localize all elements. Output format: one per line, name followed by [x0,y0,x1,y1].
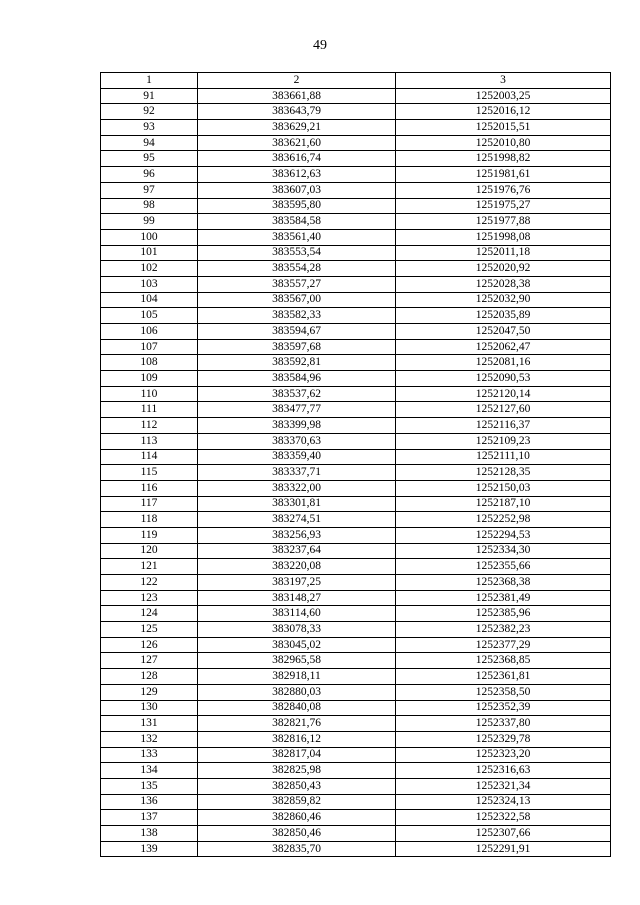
point-number-cell: 128 [101,669,198,685]
y-coordinate-cell: 1252109,23 [396,433,611,449]
table-row [101,559,611,575]
x-coordinate-cell: 382817,04 [198,747,396,763]
x-coordinate-cell: 383477,77 [198,402,396,418]
y-coordinate-cell: 1252352,39 [396,700,611,716]
point-number-cell: 115 [101,465,198,481]
table-row [101,731,611,747]
x-coordinate-cell: 383554,28 [198,261,396,277]
table-row [101,637,611,653]
point-number-cell: 110 [101,386,198,402]
table-row [101,324,611,340]
x-coordinate-cell: 382825,98 [198,763,396,779]
table-row [101,135,611,151]
table-row [101,276,611,292]
point-number-cell: 116 [101,480,198,496]
point-number-cell: 137 [101,810,198,826]
x-coordinate-cell: 383537,62 [198,386,396,402]
point-number-cell: 136 [101,794,198,810]
y-coordinate-cell: 1251977,88 [396,214,611,230]
point-number-cell: 127 [101,653,198,669]
y-coordinate-cell: 1252307,66 [396,826,611,842]
table-row [101,826,611,842]
y-coordinate-cell: 1252316,63 [396,763,611,779]
x-coordinate-cell: 383643,79 [198,104,396,120]
header-cell-2: 2 [198,73,396,89]
x-coordinate-cell: 382850,46 [198,826,396,842]
y-coordinate-cell: 1252020,92 [396,261,611,277]
table-row [101,763,611,779]
y-coordinate-cell: 1252127,60 [396,402,611,418]
x-coordinate-cell: 383584,58 [198,214,396,230]
table-row [101,104,611,120]
x-coordinate-cell: 383197,25 [198,575,396,591]
y-coordinate-cell: 1252324,13 [396,794,611,810]
point-number-cell: 131 [101,716,198,732]
x-coordinate-cell: 383399,98 [198,418,396,434]
x-coordinate-cell: 383274,51 [198,512,396,528]
point-number-cell: 117 [101,496,198,512]
x-coordinate-cell: 383621,60 [198,135,396,151]
point-number-cell: 103 [101,276,198,292]
table-row [101,669,611,685]
y-coordinate-cell: 1252016,12 [396,104,611,120]
point-number-cell: 139 [101,841,198,857]
point-number-cell: 118 [101,512,198,528]
point-number-cell: 109 [101,371,198,387]
point-number-cell: 112 [101,418,198,434]
x-coordinate-cell: 382835,70 [198,841,396,857]
point-number-cell: 135 [101,778,198,794]
point-number-cell: 132 [101,731,198,747]
y-coordinate-cell: 1252361,81 [396,669,611,685]
point-number-cell: 107 [101,339,198,355]
coordinates-table [100,72,611,857]
x-coordinate-cell: 383567,00 [198,292,396,308]
x-coordinate-cell: 383616,74 [198,151,396,167]
y-coordinate-cell: 1252252,98 [396,512,611,528]
point-number-cell: 108 [101,355,198,371]
point-number-cell: 101 [101,245,198,261]
point-number-cell: 102 [101,261,198,277]
table-row [101,433,611,449]
table-row [101,245,611,261]
x-coordinate-cell: 383584,96 [198,371,396,387]
y-coordinate-cell: 1252116,37 [396,418,611,434]
y-coordinate-cell: 1252028,38 [396,276,611,292]
table-row [101,167,611,183]
y-coordinate-cell: 1252381,49 [396,590,611,606]
point-number-cell: 121 [101,559,198,575]
point-number-cell: 99 [101,214,198,230]
table-row [101,590,611,606]
table-row [101,700,611,716]
x-coordinate-cell: 383114,60 [198,606,396,622]
y-coordinate-cell: 1252062,47 [396,339,611,355]
table-row [101,198,611,214]
y-coordinate-cell: 1252323,20 [396,747,611,763]
point-number-cell: 104 [101,292,198,308]
point-number-cell: 98 [101,198,198,214]
table-row [101,810,611,826]
y-coordinate-cell: 1252187,10 [396,496,611,512]
y-coordinate-cell: 1252011,18 [396,245,611,261]
table-body [101,88,611,857]
table-row [101,386,611,402]
x-coordinate-cell: 382965,58 [198,653,396,669]
table-row [101,292,611,308]
table-row [101,355,611,371]
y-coordinate-cell: 1252294,53 [396,527,611,543]
y-coordinate-cell: 1252047,50 [396,324,611,340]
point-number-cell: 138 [101,826,198,842]
table-row [101,465,611,481]
y-coordinate-cell: 1252382,23 [396,622,611,638]
y-coordinate-cell: 1252321,34 [396,778,611,794]
y-coordinate-cell: 1252015,51 [396,120,611,136]
point-number-cell: 100 [101,229,198,245]
x-coordinate-cell: 383220,08 [198,559,396,575]
x-coordinate-cell: 383237,64 [198,543,396,559]
y-coordinate-cell: 1252150,03 [396,480,611,496]
x-coordinate-cell: 383594,67 [198,324,396,340]
x-coordinate-cell: 382821,76 [198,716,396,732]
point-number-cell: 125 [101,622,198,638]
x-coordinate-cell: 383078,33 [198,622,396,638]
y-coordinate-cell: 1252111,10 [396,449,611,465]
table-row [101,716,611,732]
header-cell-1: 1 [101,73,198,89]
y-coordinate-cell: 1252355,66 [396,559,611,575]
point-number-cell: 105 [101,308,198,324]
y-coordinate-cell: 1252291,91 [396,841,611,857]
x-coordinate-cell: 383148,27 [198,590,396,606]
header-cell-3: 3 [396,73,611,89]
y-coordinate-cell: 1252322,58 [396,810,611,826]
y-coordinate-cell: 1252081,16 [396,355,611,371]
y-coordinate-cell: 1251998,82 [396,151,611,167]
table-row [101,308,611,324]
y-coordinate-cell: 1252035,89 [396,308,611,324]
x-coordinate-cell: 382840,08 [198,700,396,716]
y-coordinate-cell: 1251981,61 [396,167,611,183]
table-row [101,182,611,198]
table-row [101,575,611,591]
point-number-cell: 92 [101,104,198,120]
point-number-cell: 119 [101,527,198,543]
x-coordinate-cell: 383595,80 [198,198,396,214]
table-row [101,214,611,230]
x-coordinate-cell: 382880,03 [198,684,396,700]
point-number-cell: 120 [101,543,198,559]
y-coordinate-cell: 1252377,29 [396,637,611,653]
x-coordinate-cell: 383612,63 [198,167,396,183]
table-row [101,606,611,622]
x-coordinate-cell: 382918,11 [198,669,396,685]
x-coordinate-cell: 382816,12 [198,731,396,747]
y-coordinate-cell: 1251976,76 [396,182,611,198]
table-row [101,261,611,277]
y-coordinate-cell: 1252032,90 [396,292,611,308]
point-number-cell: 111 [101,402,198,418]
y-coordinate-cell: 1252329,78 [396,731,611,747]
table-row [101,229,611,245]
point-number-cell: 133 [101,747,198,763]
table-row [101,120,611,136]
table-header [101,73,611,89]
point-number-cell: 113 [101,433,198,449]
x-coordinate-cell: 383337,71 [198,465,396,481]
table-row [101,512,611,528]
header-row [101,73,611,89]
y-coordinate-cell: 1252385,96 [396,606,611,622]
point-number-cell: 114 [101,449,198,465]
table-row [101,418,611,434]
page-number: 49 [313,38,327,53]
y-coordinate-cell: 1252120,14 [396,386,611,402]
point-number-cell: 123 [101,590,198,606]
x-coordinate-cell: 383597,68 [198,339,396,355]
table-row [101,402,611,418]
point-number-cell: 122 [101,575,198,591]
table-row [101,496,611,512]
y-coordinate-cell: 1252368,85 [396,653,611,669]
x-coordinate-cell: 383592,81 [198,355,396,371]
x-coordinate-cell: 383301,81 [198,496,396,512]
x-coordinate-cell: 383629,21 [198,120,396,136]
point-number-cell: 130 [101,700,198,716]
x-coordinate-cell: 383370,63 [198,433,396,449]
x-coordinate-cell: 382859,82 [198,794,396,810]
table-row [101,88,611,104]
x-coordinate-cell: 382860,46 [198,810,396,826]
x-coordinate-cell: 383553,54 [198,245,396,261]
point-number-cell: 124 [101,606,198,622]
x-coordinate-cell: 383561,40 [198,229,396,245]
point-number-cell: 126 [101,637,198,653]
x-coordinate-cell: 383557,27 [198,276,396,292]
x-coordinate-cell: 383322,00 [198,480,396,496]
table-row [101,151,611,167]
y-coordinate-cell: 1251975,27 [396,198,611,214]
point-number-cell: 96 [101,167,198,183]
x-coordinate-cell: 383582,33 [198,308,396,324]
table-row [101,480,611,496]
table-row [101,684,611,700]
y-coordinate-cell: 1252358,50 [396,684,611,700]
y-coordinate-cell: 1252368,38 [396,575,611,591]
table-row [101,622,611,638]
y-coordinate-cell: 1252010,80 [396,135,611,151]
y-coordinate-cell: 1252337,80 [396,716,611,732]
table-row [101,653,611,669]
point-number-cell: 95 [101,151,198,167]
table-row [101,747,611,763]
x-coordinate-cell: 383045,02 [198,637,396,653]
table-row [101,339,611,355]
table-row [101,778,611,794]
point-number-cell: 93 [101,120,198,136]
x-coordinate-cell: 382850,43 [198,778,396,794]
table-row [101,371,611,387]
point-number-cell: 94 [101,135,198,151]
x-coordinate-cell: 383661,88 [198,88,396,104]
y-coordinate-cell: 1252128,35 [396,465,611,481]
y-coordinate-cell: 1251998,08 [396,229,611,245]
table-row [101,527,611,543]
x-coordinate-cell: 383256,93 [198,527,396,543]
point-number-cell: 129 [101,684,198,700]
point-number-cell: 97 [101,182,198,198]
table-row [101,794,611,810]
table-row [101,449,611,465]
point-number-cell: 134 [101,763,198,779]
table-row [101,543,611,559]
y-coordinate-cell: 1252003,25 [396,88,611,104]
x-coordinate-cell: 383607,03 [198,182,396,198]
x-coordinate-cell: 383359,40 [198,449,396,465]
point-number-cell: 106 [101,324,198,340]
y-coordinate-cell: 1252334,30 [396,543,611,559]
y-coordinate-cell: 1252090,53 [396,371,611,387]
table-row [101,841,611,857]
point-number-cell: 91 [101,88,198,104]
